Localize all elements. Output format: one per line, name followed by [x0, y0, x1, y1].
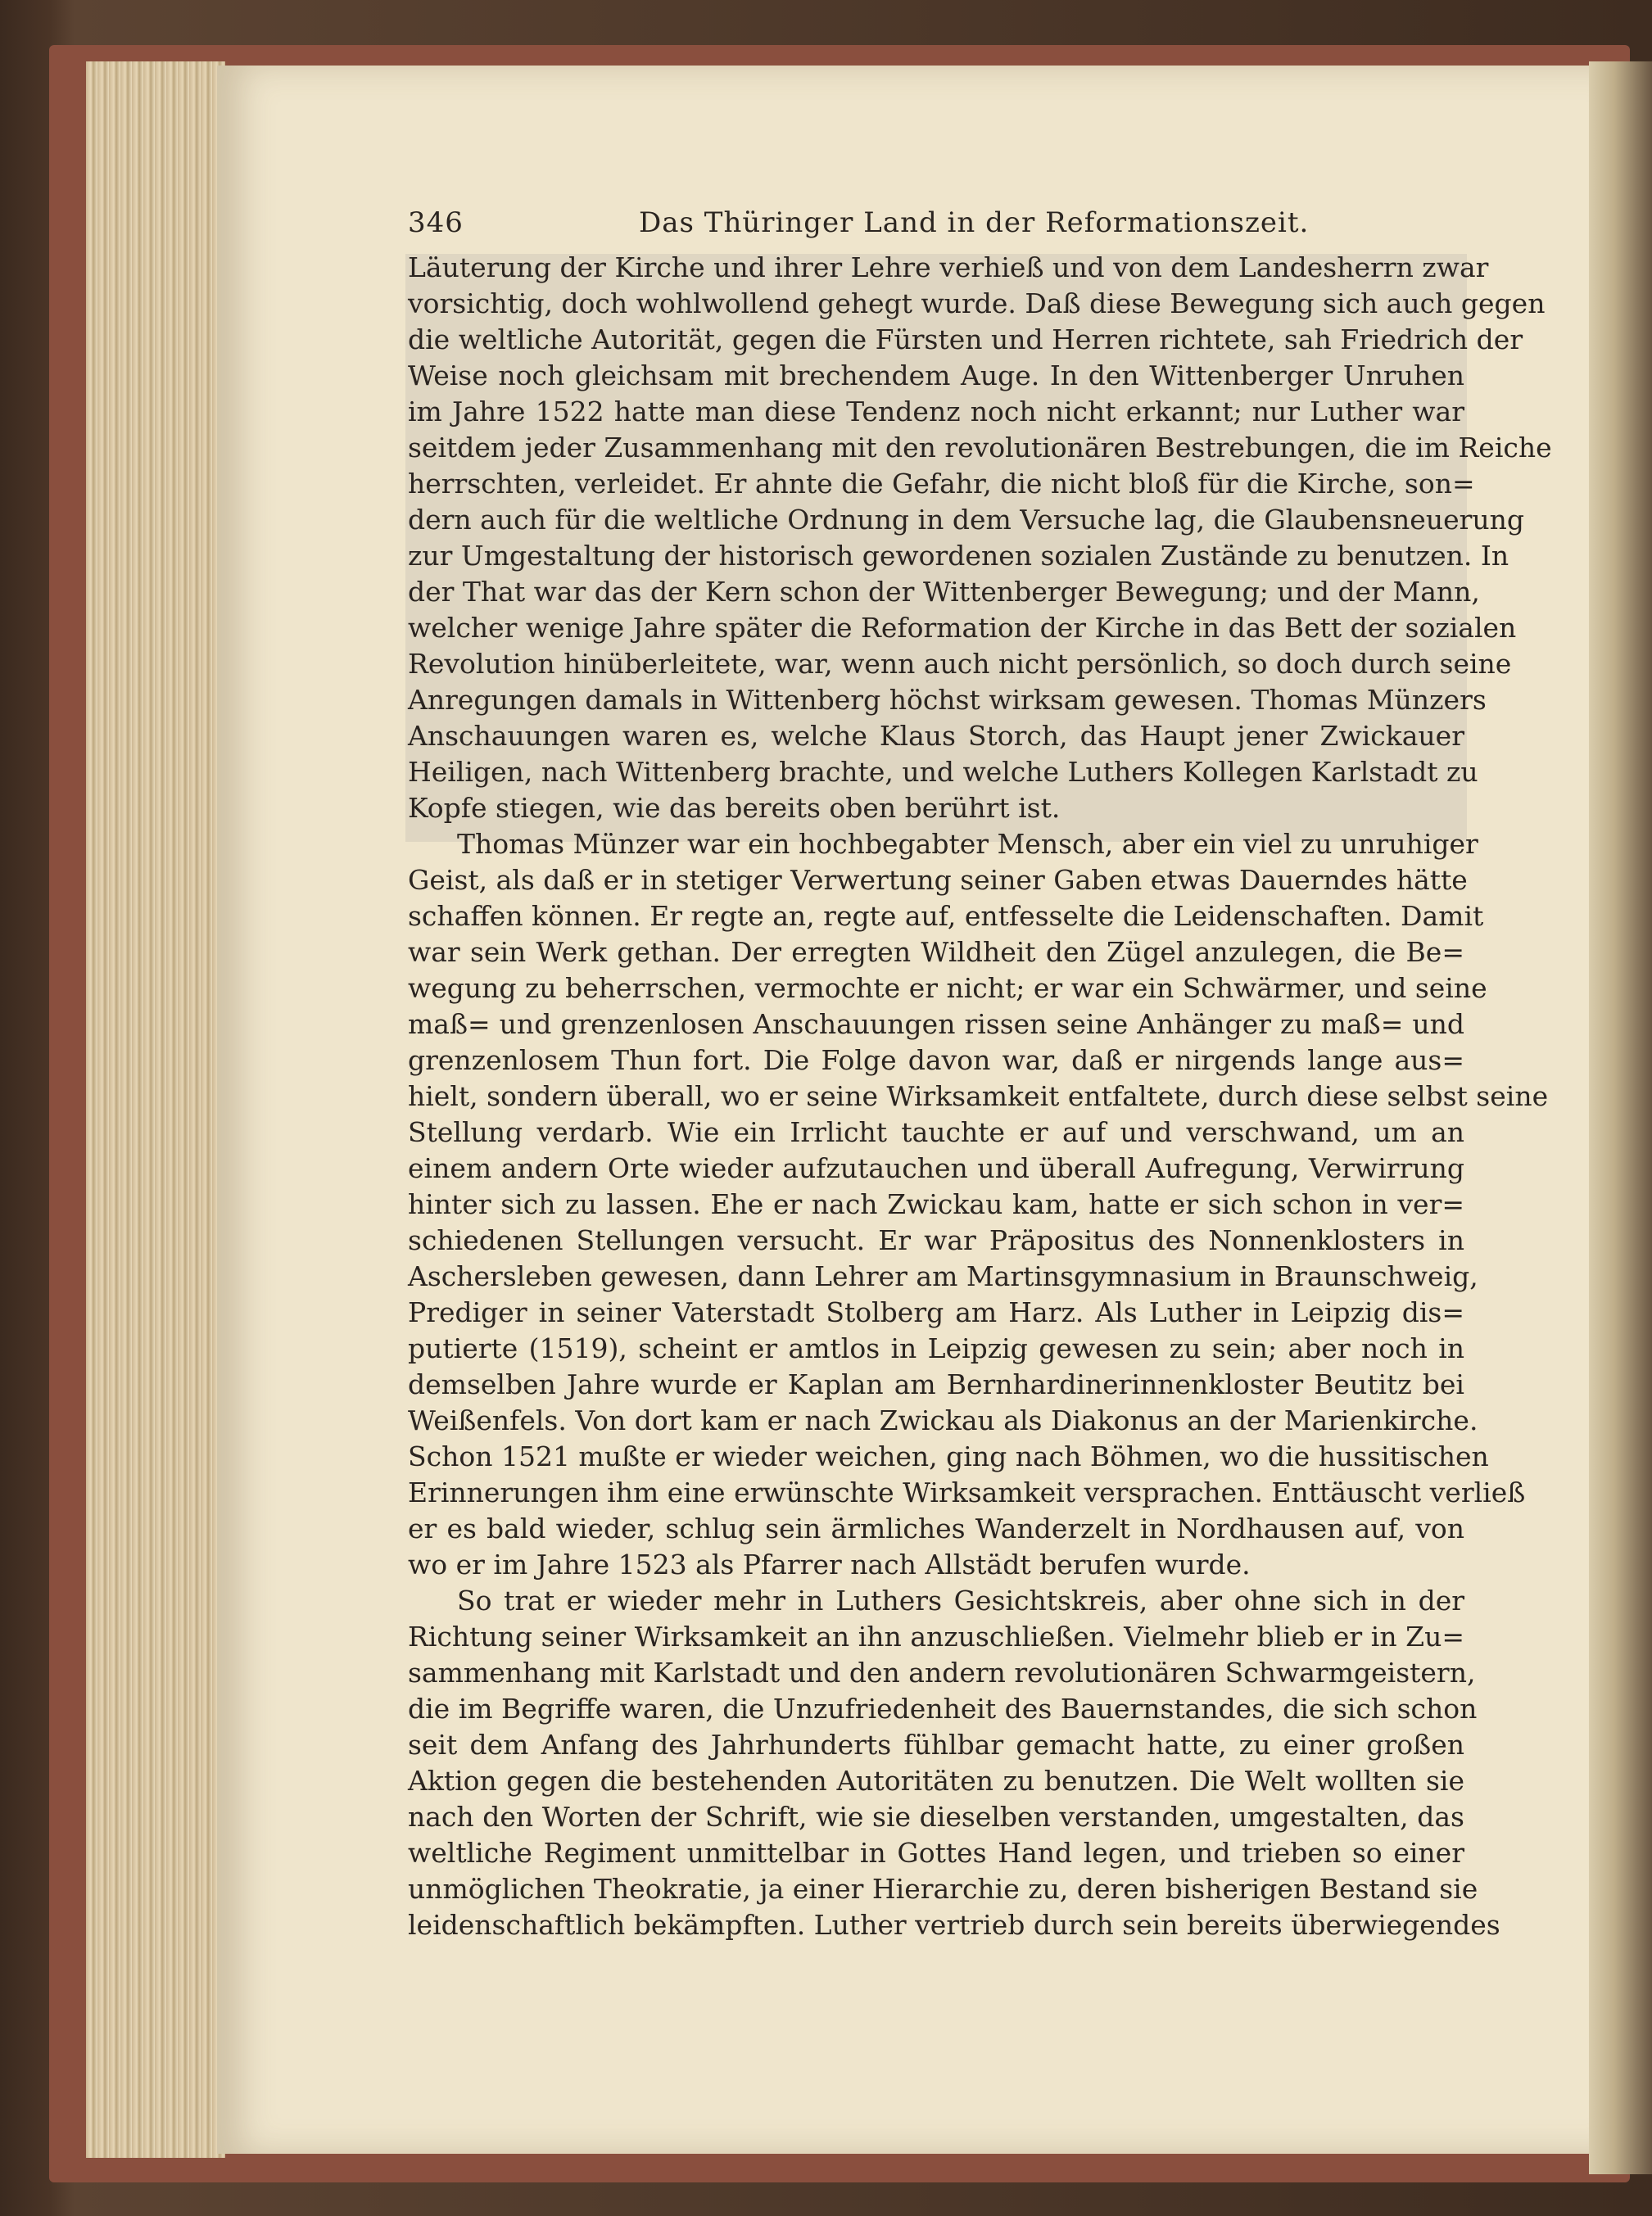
text-line: Weise noch gleichsam mit brechendem Auge. In den Wittenberger Unruhen [408, 360, 1464, 391]
text-line: die weltliche Autorität, gegen die Fürsten und Herren richtete, sah Friedrich der [408, 323, 1523, 355]
text-line: Richtung seiner Wirksamkeit an ihn anzuschließen. Vielmehr blieb er in Zu= [408, 1621, 1464, 1653]
text-line: sammenhang mit Karlstadt und den andern revolutionären Schwarmgeistern, [408, 1657, 1476, 1689]
text-line: grenzenlosem Thun fort. Die Folge davon war, daß er nirgends lange aus= [408, 1044, 1464, 1076]
text-line: Anregungen damals in Wittenberg höchst wirksam gewesen. Thomas Münzers [408, 684, 1487, 716]
text-line: Anschauungen waren es, welche Klaus Storch, das Haupt jener Zwickauer [408, 720, 1464, 752]
text-line: seitdem jeder Zusammenhang mit den revolutionären Bestrebungen, die im Reiche [408, 432, 1552, 464]
text-line: Revolution hinüberleitete, war, wenn auch nicht persönlich, so doch durch seine [408, 648, 1512, 680]
text-line: maß= und grenzenlosen Anschauungen rissen seine Anhänger zu maß= und [408, 1008, 1464, 1040]
page-number: 346 [408, 206, 464, 239]
text-line: vorsichtig, doch wohlwollend gehegt wurde. Daß diese Bewegung sich auch gegen [408, 287, 1546, 319]
text-line: Weißenfels. Von dort kam er nach Zwickau als Diakonus an der Marienkirche. [408, 1404, 1478, 1436]
text-line: Prediger in seiner Vaterstadt Stolberg am Harz. Als Luther in Leipzig dis= [408, 1296, 1464, 1328]
text-line: So trat er wieder mehr in Luthers Gesichtskreis, aber ohne sich in der [457, 1585, 1464, 1617]
text-line: er es bald wieder, schlug sein ärmliches Wanderzelt in Nordhausen auf, von [408, 1513, 1464, 1544]
text-line: wo er im Jahre 1523 als Pfarrer nach Allstädt berufen wurde. [408, 1549, 1251, 1581]
text-line: Heiligen, nach Wittenberg brachte, und welche Luthers Kollegen Karlstadt zu [408, 756, 1478, 788]
text-line: im Jahre 1522 hatte man diese Tendenz noch nicht erkannt; nur Luther war [408, 396, 1464, 427]
body-text [408, 250, 1552, 1943]
text-line: Aschersleben gewesen, dann Lehrer am Martinsgymnasium in Braunschweig, [408, 1260, 1478, 1292]
page-header [408, 206, 1464, 239]
text-line: putierte (1519), scheint er amtlos in Leipzig gewesen zu sein; aber noch in [408, 1332, 1464, 1364]
text-line: demselben Jahre wurde er Kaplan am Bernhardinerinnenkloster Beutitz bei [408, 1368, 1464, 1400]
text-line: unmöglichen Theokratie, ja einer Hierarchie zu, deren bisherigen Bestand sie [408, 1873, 1478, 1905]
text-line: Kopfe stiegen, wie das bereits oben berührt ist. [408, 792, 1061, 824]
text-line: hinter sich zu lassen. Ehe er nach Zwickau kam, hatte er sich schon in ver= [408, 1188, 1464, 1220]
text-line: die im Begriffe waren, die Unzufriedenheit des Bauernstandes, die sich schon [408, 1693, 1478, 1725]
text-line: wegung zu beherrschen, vermochte er nicht; er war ein Schwärmer, und seine [408, 972, 1487, 1004]
text-line: herrschten, verleidet. Er ahnte die Gefahr, die nicht bloß für die Kirche, son= [408, 468, 1475, 500]
text-line: schiedenen Stellungen versucht. Er war Präpositus des Nonnenklosters in [408, 1224, 1464, 1256]
book-gutter [1589, 61, 1652, 2174]
text-line: Geist, als daß er in stetiger Verwertung seiner Gaben etwas Dauerndes hätte [408, 864, 1468, 896]
text-line: welcher wenige Jahre später die Reformation der Kirche in das Bett der sozialen [408, 612, 1517, 644]
text-line: seit dem Anfang des Jahrhunderts fühlbar gemacht hatte, zu einer großen [408, 1729, 1464, 1761]
text-line: Thomas Münzer war ein hochbegabter Mensch, aber ein viel zu unruhiger [457, 828, 1478, 860]
running-head: Das Thüringer Land in der Reformationszeit. [639, 206, 1310, 239]
text-line: schaffen können. Er regte an, regte auf, entfesselte die Leidenschaften. Damit [408, 900, 1484, 932]
text-line: Aktion gegen die bestehenden Autoritäten zu benutzen. Die Welt wollten sie [408, 1765, 1464, 1797]
text-line: der That war das der Kern schon der Wittenberger Bewegung; und der Mann, [408, 576, 1480, 608]
text-line: Schon 1521 mußte er wieder weichen, ging nach Böhmen, wo die hussitischen [408, 1440, 1489, 1472]
text-line: Läuterung der Kirche und ihrer Lehre verhieß und von dem Landesherrn zwar [408, 251, 1489, 283]
text-line: nach den Worten der Schrift, wie sie dieselben verstanden, umgestalten, das [408, 1801, 1464, 1833]
text-line: Stellung verdarb. Wie ein Irrlicht tauchte er auf und verschwand, um an [408, 1116, 1464, 1148]
text-line: leidenschaftlich bekämpften. Luther vertrieb durch sein bereits überwiegendes [408, 1909, 1500, 1941]
text-line: dern auch für die weltliche Ordnung in dem Versuche lag, die Glaubensneuerung [408, 504, 1525, 536]
text-line: weltliche Regiment unmittelbar in Gottes Hand legen, und trieben so einer [408, 1837, 1464, 1869]
text-line: hielt, sondern überall, wo er seine Wirksamkeit entfaltete, durch diese selbst seine [408, 1080, 1549, 1112]
text-line: war sein Werk gethan. Der erregten Wildheit den Zügel anzulegen, die Be= [408, 936, 1464, 968]
text-line: zur Umgestaltung der historisch gewordenen sozialen Zustände zu benutzen. In [408, 540, 1509, 572]
text-line: einem andern Orte wieder aufzutauchen und überall Aufregung, Verwirrung [408, 1152, 1464, 1184]
page-edges [86, 61, 225, 2158]
text-line: Erinnerungen ihm eine erwünschte Wirksamkeit versprachen. Enttäuscht verließ [408, 1477, 1526, 1508]
